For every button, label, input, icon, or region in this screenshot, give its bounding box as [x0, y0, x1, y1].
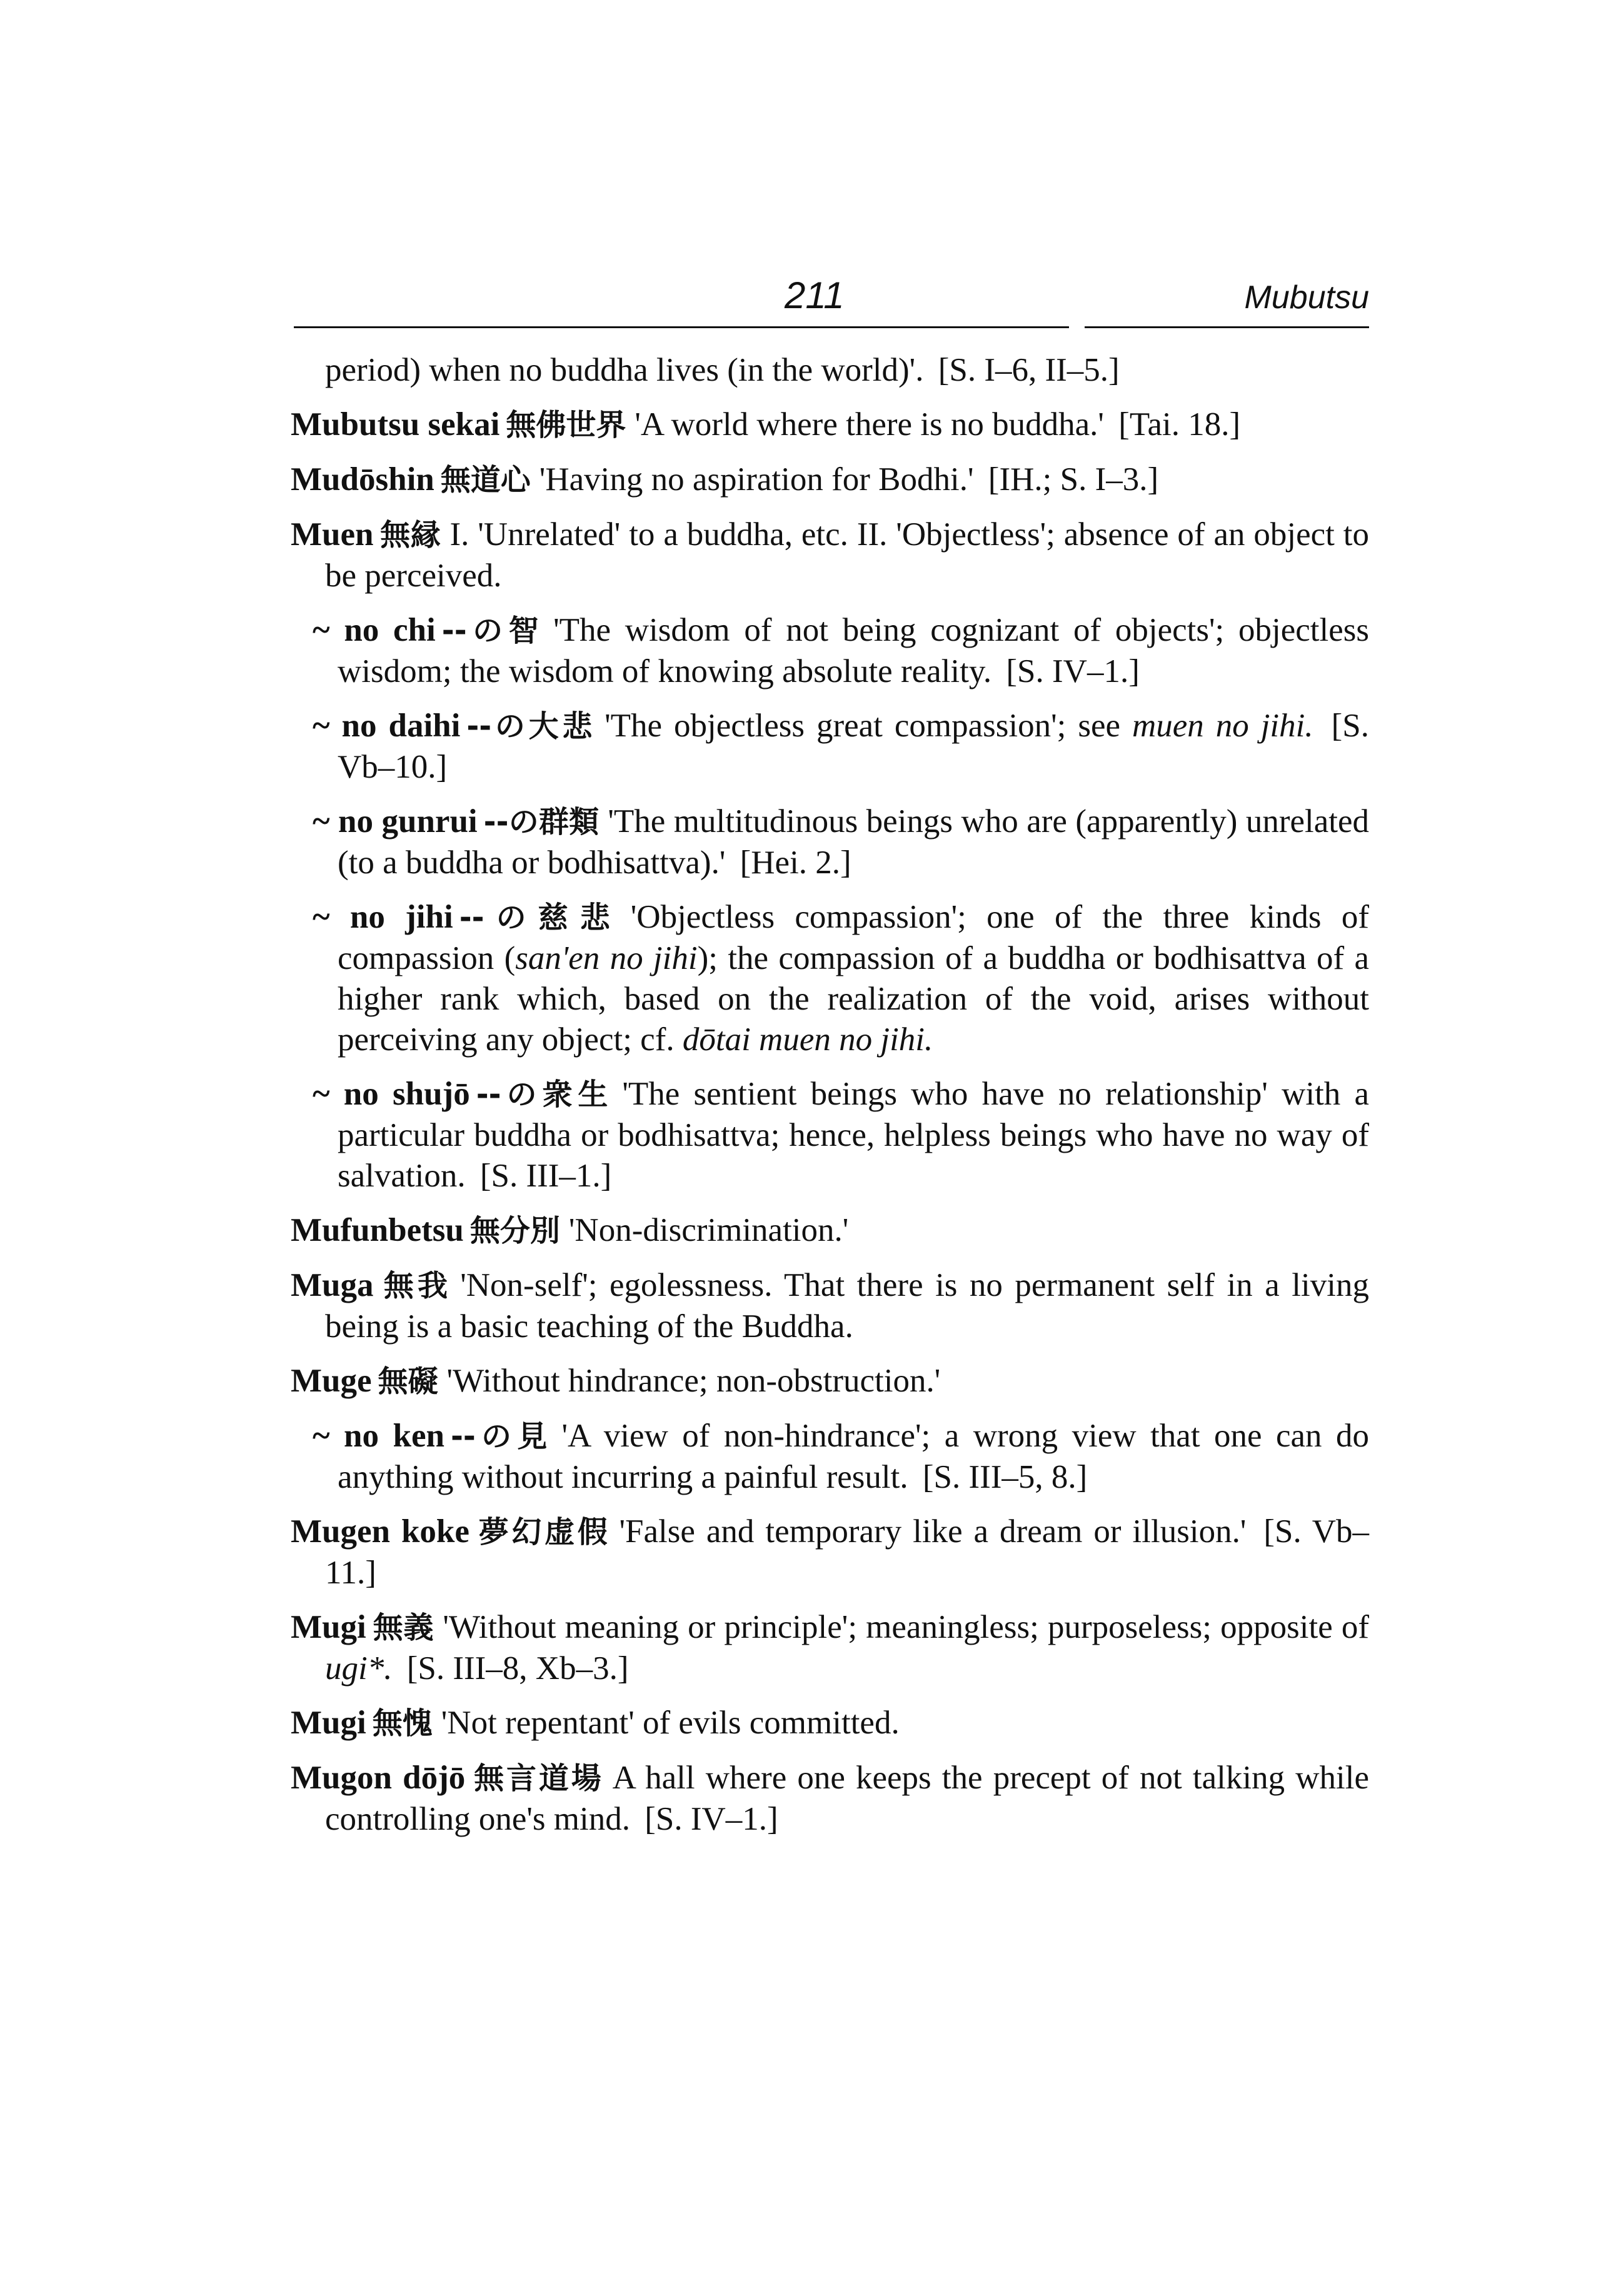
entry-kanji: 無我 — [379, 1268, 452, 1303]
entry-headword: no jihi — [349, 899, 453, 935]
entry-muen — [291, 514, 1369, 596]
entry-headword: no chi — [344, 612, 436, 648]
entry-mugi-unrepentant — [291, 1703, 1369, 1744]
entry-reference: [S. IV–1.] — [1006, 653, 1140, 689]
entry-headword: Mugon dōjō — [291, 1760, 466, 1796]
header-rule-right — [1085, 326, 1369, 328]
entry-text: 'Objectless compassion'; one of the three kinds of compassion ( — [338, 899, 1369, 976]
entry-headword: no daihi — [341, 708, 461, 744]
entry-text: I. 'Unrelated' to a buddha, etc. II. 'Objectless'; absence of an object to be perceived. — [325, 516, 1369, 594]
entry-text: 'The multitudinous beings who are (apparently) unrelated (to a buddha or bodhisattva).' — [338, 803, 1370, 881]
entry-text: 'False and temporary like a dream or illusion.' — [619, 1513, 1247, 1550]
entry-kanji: 無愧 — [372, 1706, 433, 1741]
entry-text: 'Not repentant' of evils committed. — [441, 1705, 900, 1741]
entry-reference: [S. III–8, Xb–3.] — [406, 1650, 629, 1687]
entry-continuation — [291, 350, 1369, 391]
entry-headword: Mudōshin — [291, 461, 434, 498]
tilde-mark: ~ — [313, 708, 330, 744]
entry-mugi-meaningless — [291, 1607, 1369, 1689]
entry-kanji: 夢幻虚假 — [475, 1515, 611, 1550]
tilde-mark: ~ — [313, 803, 330, 840]
entry-headword: no ken — [344, 1418, 444, 1454]
tilde-mark: ~ — [313, 1076, 330, 1112]
entry-text-continued: ); the compassion of a buddha or bodhisattva of a higher rank which, based on the realization of the void, arises without perceiving any object; cf. — [338, 940, 1369, 1058]
subentry-no-gunrui — [303, 801, 1369, 883]
entry-mufunbetsu — [291, 1210, 1369, 1251]
entry-muge — [291, 1361, 1369, 1402]
entry-kanji: --の慈悲 — [459, 900, 622, 935]
entry-text: 'The wisdom of not being cognizant of objects'; objectless wisdom; the wisdom of knowing absolute reality. — [338, 612, 1370, 689]
cross-reference: dōtai muen no jihi. — [682, 1021, 933, 1058]
tilde-mark: ~ — [313, 1418, 330, 1454]
entry-text: 'The objectless great compassion'; see — [605, 708, 1120, 744]
entry-kanji: --の智 — [441, 613, 545, 648]
entry-reference: [S. IV–1.] — [645, 1801, 778, 1837]
entry-reference: [S. I–6, II–5.] — [938, 352, 1120, 388]
entry-headword: Muen — [291, 516, 374, 553]
entry-text: period) when no buddha lives (in the world)'. — [325, 352, 924, 388]
subentry-no-daihi — [303, 706, 1369, 788]
tilde-mark: ~ — [313, 612, 330, 648]
tilde-mark: ~ — [313, 899, 330, 935]
page-number: 211 — [785, 274, 845, 316]
entry-text: 'A view of non-hindrance'; a wrong view that one can do anything without incurring a painful result. — [338, 1418, 1370, 1495]
page-header — [294, 263, 1369, 331]
subentry-no-jihi — [303, 897, 1369, 1060]
entry-reference: [Hei. 2.] — [740, 845, 851, 881]
running-head: Mubutsu — [1244, 279, 1369, 316]
entry-mudoshin — [291, 459, 1369, 501]
entry-text: A hall where one keeps the precept of not talking while controlling one's mind. — [325, 1760, 1369, 1837]
entry-headword: no gunrui — [338, 803, 478, 840]
entry-kanji: 無言道場 — [471, 1761, 604, 1796]
entry-kanji: 無佛世界 — [506, 408, 626, 443]
entry-kanji: 無道心 — [440, 463, 531, 498]
subentry-no-chi — [303, 610, 1369, 692]
entry-reference: [S. Vb–10.] — [338, 708, 1369, 785]
entry-kanji: --の群類 — [483, 805, 600, 840]
entry-text: 'Non-self'; egolessness. That there is no permanent self in a living being is a basic teaching of the Buddha. — [325, 1267, 1369, 1345]
entry-kanji: --の衆生 — [476, 1077, 614, 1112]
entry-headword: Mugen koke — [291, 1513, 469, 1550]
entry-kanji: 無礙 — [378, 1364, 438, 1399]
entry-headword: Mufunbetsu — [291, 1212, 464, 1248]
entry-kanji: --の見 — [450, 1419, 553, 1454]
entry-reference: [S. III–1.] — [479, 1158, 612, 1194]
entry-headword: Mubutsu sekai — [291, 406, 500, 443]
header-rule-left — [294, 326, 1069, 328]
entry-reference: [Tai. 18.] — [1118, 406, 1241, 443]
entry-mugen-koke — [291, 1511, 1369, 1593]
entry-mugon-dojo — [291, 1758, 1369, 1840]
entry-kanji: 無義 — [372, 1610, 434, 1645]
entry-reference: [IH.; S. I–3.] — [988, 461, 1159, 498]
entry-text: 'Non-discrimination.' — [568, 1212, 849, 1248]
entry-muga — [291, 1265, 1369, 1347]
entry-text: 'Without meaning or principle'; meaningless; purposeless; opposite of — [443, 1609, 1369, 1645]
entry-reference: [S. III–5, 8.] — [922, 1459, 1088, 1495]
subentry-no-shujo — [303, 1074, 1369, 1196]
entry-text: 'A world where there is no buddha.' — [635, 406, 1104, 443]
entry-text: 'Having no aspiration for Bodhi.' — [539, 461, 974, 498]
entry-kanji: 無分別 — [469, 1213, 560, 1248]
subentry-no-ken — [303, 1416, 1369, 1498]
entry-list — [291, 350, 1369, 1853]
cross-reference: muen no jihi. — [1132, 708, 1313, 744]
entry-headword: Muga — [291, 1267, 374, 1303]
entry-mubutsu-sekai — [291, 404, 1369, 446]
entry-headword: no shujō — [343, 1076, 470, 1112]
entry-headword: Mugi — [291, 1609, 366, 1645]
entry-headword: Mugi — [291, 1705, 366, 1741]
entry-headword: Muge — [291, 1363, 372, 1399]
italic-term: san'en no jihi — [515, 940, 698, 976]
entry-text: 'The sentient beings who have no relationship' with a particular buddha or bodhisattva; hence, helpless beings who have no way of salvation. — [338, 1076, 1370, 1194]
entry-reference: [S. Vb–11.] — [325, 1513, 1369, 1591]
entry-kanji: 無縁 — [379, 518, 441, 553]
cross-reference: ugi*. — [325, 1650, 393, 1687]
entry-text: 'Without hindrance; non-obstruction.' — [446, 1363, 941, 1399]
entry-kanji: --の大悲 — [466, 709, 596, 744]
